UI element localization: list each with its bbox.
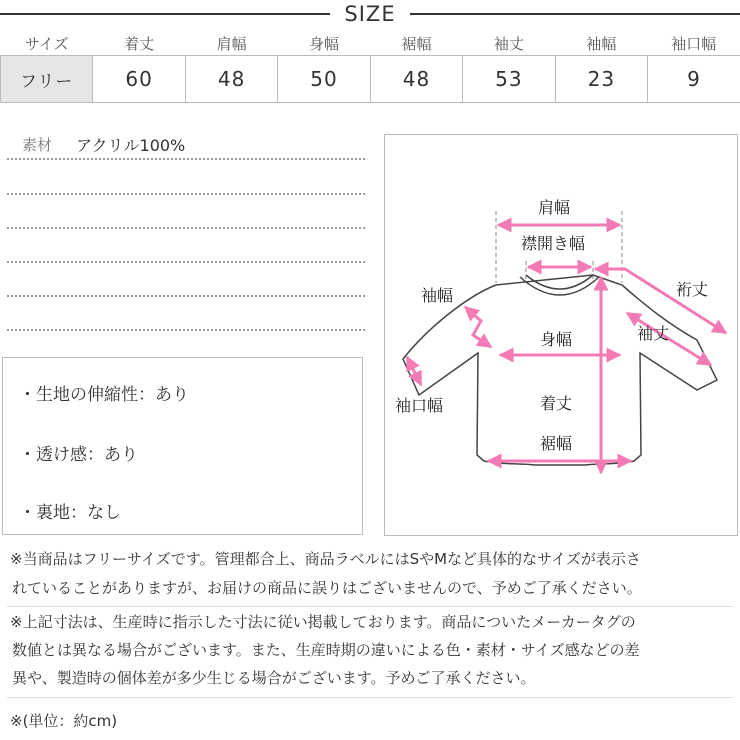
notes-divider xyxy=(7,606,733,607)
cell-sleeve-width: 23 xyxy=(555,56,647,103)
cell-body-width: 50 xyxy=(278,56,370,103)
note-measurement-line-2: 数値とは異なる場合がございます。また、生産時期の違いによる色・素材・サイズ感などの差 xyxy=(12,641,640,659)
fabric-properties-box xyxy=(2,357,363,535)
header-cuff: 袖口幅 xyxy=(648,31,740,56)
header-size: サイズ xyxy=(1,31,93,56)
cell-length: 60 xyxy=(93,56,185,103)
property-stretch: ・生地の伸縮性：あり xyxy=(19,385,189,405)
header-sleeve-width: 袖幅 xyxy=(555,31,647,56)
label-yuki: 裄丈 xyxy=(676,280,709,299)
cell-hem: 48 xyxy=(370,56,462,103)
property-lining: ・裏地：なし xyxy=(19,503,121,523)
property-sheerness: ・透け感：あり xyxy=(19,445,138,465)
material-value: アクリル100% xyxy=(76,136,186,155)
notes-divider xyxy=(7,697,733,698)
dotted-divider xyxy=(7,295,365,297)
size-table xyxy=(0,31,740,103)
material-label: 素材 xyxy=(22,136,53,154)
unit-note: ※(単位：約cm) xyxy=(10,712,118,730)
header-body-width: 身幅 xyxy=(278,31,370,56)
note-free-size-line-2: れていることがありますが、お届けの商品に誤りはございませんので、予めご了承ください。 xyxy=(12,579,642,597)
page-title xyxy=(0,0,740,28)
label-neck: 襟開き幅 xyxy=(521,234,586,253)
dotted-divider xyxy=(7,329,365,331)
cell-size-free: フリー xyxy=(1,56,93,103)
cell-shoulder: 48 xyxy=(185,56,277,103)
sweater-diagram-svg xyxy=(385,135,739,537)
label-hem: 裾幅 xyxy=(540,434,573,453)
header-length: 着丈 xyxy=(93,31,185,56)
table-row xyxy=(1,56,740,103)
measurement-diagram xyxy=(384,134,738,536)
size-table-header-row xyxy=(1,31,740,56)
dotted-divider xyxy=(7,158,365,160)
note-measurement-line-3: 異や、製造時の個体差が多少生じる場合がございます。予めご了承ください。 xyxy=(12,669,536,687)
dotted-divider xyxy=(7,261,365,263)
sleeve-width-arrow xyxy=(465,307,491,347)
dotted-divider xyxy=(7,193,365,195)
label-sleeve-width: 袖幅 xyxy=(421,286,454,305)
header-hem: 裾幅 xyxy=(370,31,462,56)
label-body-width: 身幅 xyxy=(540,330,573,349)
dotted-divider xyxy=(7,227,365,229)
cell-cuff: 9 xyxy=(648,56,740,103)
header-sleeve-length: 袖丈 xyxy=(463,31,555,56)
page-title-text: SIZE xyxy=(332,2,407,26)
note-measurement-line-1: ※上記寸法は、生産時に指示した寸法に従い掲載しております。商品についたメーカータグの xyxy=(10,613,636,631)
label-length: 着丈 xyxy=(540,394,573,413)
label-sleeve-length: 袖丈 xyxy=(637,324,670,343)
label-cuff: 袖口幅 xyxy=(395,396,444,415)
label-shoulder: 肩幅 xyxy=(538,198,571,217)
note-free-size-line-1: ※当商品はフリーサイズです。管理都合上、商品ラベルにはSやMなど具体的なサイズが表示さ xyxy=(10,550,641,568)
header-shoulder: 肩幅 xyxy=(185,31,277,56)
cell-sleeve-length: 53 xyxy=(463,56,555,103)
